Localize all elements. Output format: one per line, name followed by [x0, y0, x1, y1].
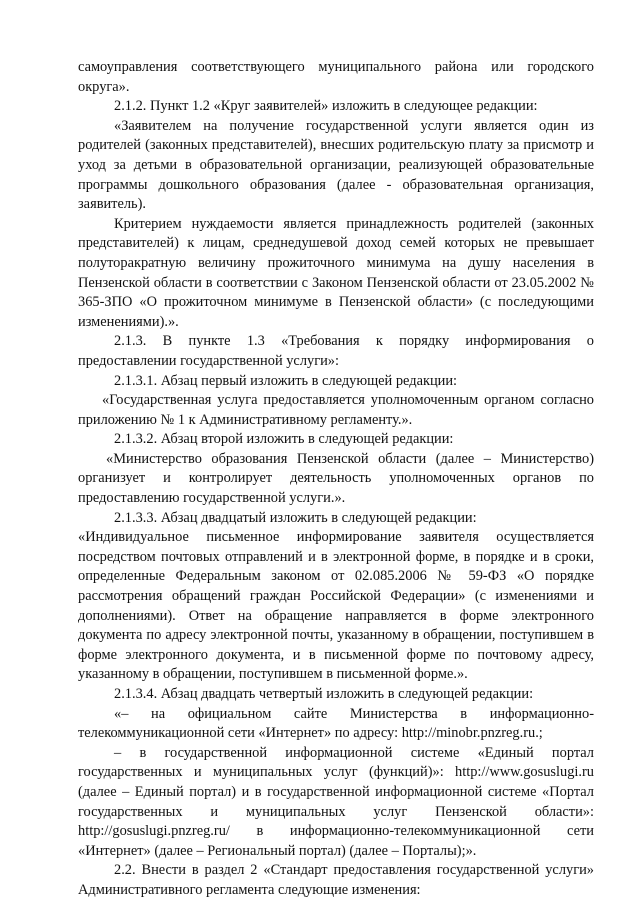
paragraph-service-provider: «Государственная услуга предоставляется уполномоченным органом согласно приложению № 1 к Административному регламенту.».: [78, 392, 594, 428]
paragraph-item-2-1-3-1: 2.1.3.1. Абзац первый изложить в следующей редакции:: [114, 372, 458, 389]
paragraph-written-informing: «Индивидуальное письменное информирование заявителя осуществляется посредством почтовых отправлений и в электронной форме, в порядке и в сроки, определенные Федеральным законом от 02.085.2006 № 59-ФЗ «О порядке рассмотрения обращений граждан Российской Федерации» (с изменениями и дополнениями). Ответ на обращение направляется в форме электронного документа по адресу электронной почты, указанному в обращении, поступившем в форме электронного документа, и в письменной форме по почтовому адресу, указанному в обращении, поступившем в письменной форме.».: [78, 529, 594, 683]
paragraph-ministry-website: «– на официальном сайте Министерства в информационно-телекоммуникационной сети «Интернет» по адресу: http://minobr.pnzreg.ru.;: [78, 705, 594, 742]
paragraph-item-2-1-3-4: 2.1.3.4. Абзац двадцать четвертый изложить в следующей редакции:: [114, 686, 534, 702]
paragraph-item-2-1-3-2: 2.1.3.2. Абзац второй изложить в следующей редакции:: [114, 431, 454, 448]
paragraph-item-2-1-3: 2.1.3. В пункте 1.3 «Требования к порядку информирования о предоставлении государственной услуги»:: [78, 333, 594, 369]
paragraph-item-2-1-2: 2.1.2. Пункт 1.2 «Круг заявителей» изложить в следующее редакции:: [114, 98, 538, 115]
paragraph-item-2-1-3-3: 2.1.3.3. Абзац двадцатый изложить в следующей редакции:: [114, 509, 477, 526]
paragraph-applicant-definition: «Заявителем на получение государственной услуги является один из родителей (законных представителей), внесших родительскую плату за присмотр и уход за детьми в образовательной организации, реализующей образовательные программы дошкольного образования (далее - образовательная организация, заявитель).: [78, 117, 594, 213]
paragraph-portals: – в государственной информационной системе «Единый портал государственных и муниципальных услуг (функций)»: http://www.gosuslugi.ru (далее – Единый портал) и в государственной информационной системе «Портал государственных и муниципальных услуг Пензенской области»: http://gosuslugi.pnzreg.ru/ в информационно-телекоммуникационной сети «Интернет» (далее – Региональный портал) (далее – Порталы);».: [78, 744, 594, 859]
paragraph-continuation: самоуправления соответствующего муниципального района или городского округа».: [78, 59, 594, 95]
paragraph-need-criterion: Критерием нуждаемости является принадлежность родителей (законных представителей) к лицам, среднедушевой доход семей которых не превышает полуторакратную величину прожиточного минимума на душу населения в Пензенской области в соответствии с Законом Пензенской области от 23.05.2002 № 365-ЗПО «О прожиточном минимуме в Пензенской области» (с последующими изменениями).».: [78, 215, 594, 330]
document-page: [78, 58, 594, 901]
paragraph-item-2-2: 2.2. Внести в раздел 2 «Стандарт предоставления государственной услуги» Административного регламента следующие изменения:: [78, 862, 594, 898]
paragraph-ministry: «Министерство образования Пензенской области (далее – Министерство) организует и контролирует деятельность уполномоченных органов по предоставлению государственной услуги.».: [78, 450, 594, 507]
